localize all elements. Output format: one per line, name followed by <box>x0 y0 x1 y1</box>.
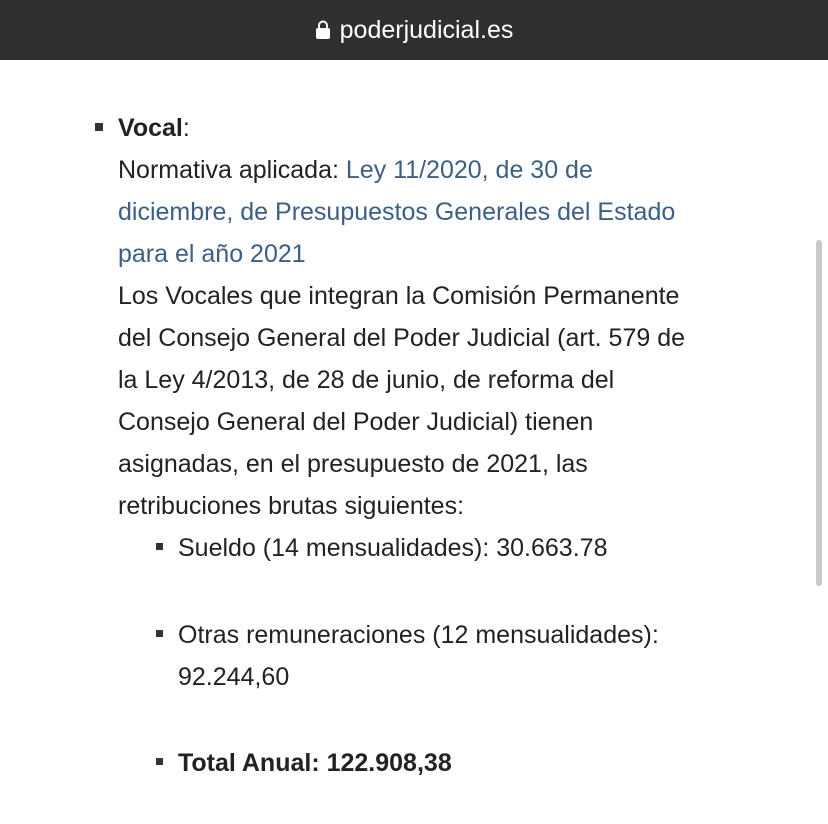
bullet-icon <box>95 123 103 131</box>
description-line: la Ley 4/2013, de 28 de junio, de reforma del <box>118 366 615 394</box>
vocal-heading: Vocal <box>118 114 183 142</box>
description-line: retribuciones brutas siguientes: <box>118 492 465 520</box>
description-line: Consejo General del Poder Judicial) tienen <box>118 408 594 436</box>
url-text: poderjudicial.es <box>339 15 514 44</box>
otras-item-line-1: Otras remuneraciones (12 mensualidades): <box>178 621 659 649</box>
description-line: asignadas, en el presupuesto de 2021, las <box>118 450 588 478</box>
normativa-link-part-3[interactable]: para el año 2021 <box>118 240 306 268</box>
sueldo-item: Sueldo (14 mensualidades): 30.663.78 <box>178 534 608 562</box>
normativa-link-part-1[interactable]: Ley 11/2020, de 30 de <box>345 156 593 184</box>
total-anual-item: Total Anual: 122.908,38 <box>178 749 452 777</box>
page-content <box>0 60 828 824</box>
description-line: del Consejo General del Poder Judicial (art. 579 de <box>118 324 686 352</box>
sub-bullet-icon <box>156 758 163 765</box>
lock-icon <box>315 20 331 40</box>
description-line: Los Vocales que integran la Comisión Permanente <box>118 282 680 310</box>
sub-bullet-icon <box>156 630 163 637</box>
browser-address-bar[interactable] <box>0 0 828 60</box>
normativa-line-1 <box>118 149 768 191</box>
scrollbar-thumb[interactable] <box>816 240 822 586</box>
sub-bullet-icon <box>156 543 163 550</box>
normativa-link-part-2[interactable]: diciembre, de Presupuestos Generales del Estado <box>118 198 676 226</box>
otras-item-line-2: 92.244,60 <box>178 663 290 691</box>
url-display[interactable] <box>315 16 514 45</box>
section-heading <box>118 107 768 149</box>
normativa-label: Normativa aplicada: <box>118 156 346 184</box>
heading-colon: : <box>182 114 190 142</box>
